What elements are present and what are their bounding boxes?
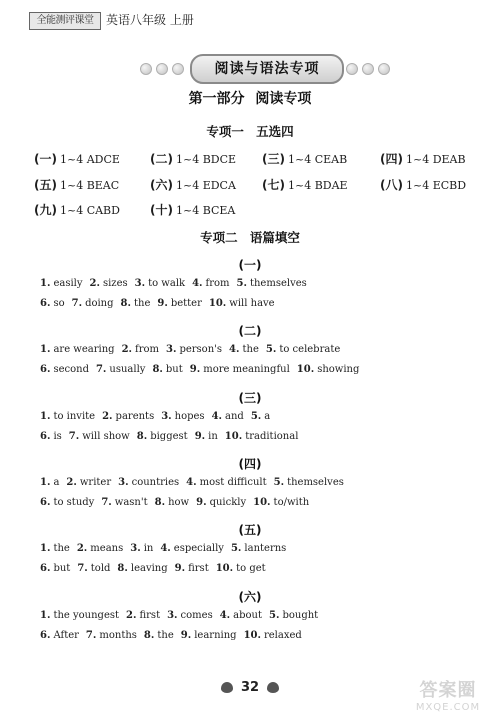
answer-entry [72, 298, 114, 309]
entry-number: 3. [166, 344, 177, 355]
page-header [0, 0, 500, 40]
answer-entry [118, 477, 179, 488]
answer-entry [192, 278, 229, 289]
entry-number: 3. [134, 278, 146, 289]
entry-text: how [168, 497, 190, 508]
banner-dots-right [346, 63, 390, 75]
entry-text: in [143, 543, 154, 554]
entry-text: relaxed [263, 630, 302, 641]
answer-entry [190, 364, 290, 375]
entry-text: parents [115, 411, 155, 422]
answer-line [40, 409, 277, 425]
entry-number: 9. [180, 630, 192, 641]
entry-text: learning [194, 630, 237, 641]
answer-entry [157, 298, 202, 309]
answer-entry [229, 344, 259, 355]
entry-number: 2. [102, 411, 113, 422]
entry-number: 2. [121, 344, 133, 355]
entry-number: 4. [229, 344, 240, 355]
entry-number: 10. [208, 298, 227, 309]
answer-item [150, 150, 236, 169]
entry-text: the youngest [53, 610, 120, 621]
entry-text: showing [317, 364, 360, 375]
entry-text: will have [229, 298, 275, 309]
answer-entry [244, 630, 302, 641]
answer-value: 1~4 BDAE [287, 179, 348, 192]
entry-text: doing [85, 298, 114, 309]
answer-item [380, 176, 466, 195]
answer-label: (八) [380, 178, 403, 192]
answer-line [40, 429, 305, 445]
entry-text: the [157, 630, 174, 641]
answer-entry [40, 278, 83, 289]
answer-label: (七) [262, 178, 285, 192]
entry-text: wasn't [114, 497, 148, 508]
answer-entry [77, 543, 123, 554]
brand-logo: 全能测评课堂 [29, 12, 101, 30]
answer-entry [186, 477, 266, 488]
entry-text: first [139, 610, 161, 621]
entry-text: to get [236, 563, 266, 574]
answer-label: (五) [34, 178, 57, 192]
answer-item [150, 201, 235, 220]
entry-text: second [53, 364, 89, 375]
answer-value: 1~4 EDCA [175, 179, 236, 192]
section-title-2: 专项二 语篇填空 [200, 230, 300, 245]
entry-text: to/with [273, 497, 310, 508]
section-banner [140, 54, 390, 82]
entry-text: first [188, 563, 209, 574]
entry-text: to celebrate [279, 344, 341, 355]
answer-entry [144, 630, 174, 641]
entry-number: 6. [40, 364, 51, 375]
entry-text: easily [53, 278, 83, 289]
answer-line [40, 296, 282, 312]
entry-number: 6. [40, 431, 51, 442]
answer-entry [40, 630, 79, 641]
section-title-1: 专项一 五选四 [206, 124, 294, 139]
answer-entry [126, 610, 160, 621]
answer-label: (十) [150, 203, 173, 217]
entry-text: a [53, 477, 60, 488]
answer-label: (二) [150, 152, 173, 166]
entry-text: but [53, 563, 71, 574]
answer-entry [121, 298, 151, 309]
entry-number: 8. [152, 364, 163, 375]
part-title: 第一部分 阅读专项 [188, 91, 312, 107]
answer-entry [122, 344, 159, 355]
entry-number: 10. [243, 630, 261, 641]
entry-text: a [264, 411, 271, 422]
entry-number: 2. [126, 610, 137, 621]
answer-entry [102, 411, 154, 422]
answer-entry [117, 563, 167, 574]
answer-entry [212, 411, 244, 422]
entry-number: 10. [224, 431, 243, 442]
group-title: (六) [238, 590, 262, 604]
dot-icon [378, 63, 390, 75]
group-title: (二) [238, 324, 262, 338]
answer-entry [40, 543, 70, 554]
group-title: (三) [238, 391, 262, 405]
entry-number: 1. [40, 610, 51, 621]
entry-text: usually [109, 364, 146, 375]
entry-number: 5. [273, 477, 285, 488]
answer-entry [195, 431, 218, 442]
answer-entry [216, 563, 266, 574]
answer-label: (一) [34, 152, 57, 166]
leaf-icon [221, 682, 233, 693]
answer-entry [225, 431, 299, 442]
answer-value: 1~4 ECBD [405, 179, 467, 192]
entry-text: but [165, 364, 183, 375]
answer-entry [220, 610, 262, 621]
entry-number: 5. [269, 610, 280, 621]
entry-text: more meaningful [203, 364, 290, 375]
entry-text: from [205, 278, 230, 289]
watermark-line2: MXQE.COM [415, 702, 481, 713]
entry-number: 5. [250, 411, 262, 422]
answer-entry [96, 364, 145, 375]
entry-number: 8. [117, 563, 128, 574]
answer-line [40, 342, 347, 358]
entry-text: most difficult [199, 477, 267, 488]
entry-number: 2. [76, 543, 88, 554]
answer-entry [166, 344, 222, 355]
entry-number: 5. [265, 344, 277, 355]
entry-number: 4. [160, 543, 171, 554]
answer-entry [66, 477, 111, 488]
answer-label: (九) [34, 203, 57, 217]
entry-number: 3. [118, 477, 129, 488]
entry-number: 7. [85, 630, 97, 641]
answer-entry [40, 364, 89, 375]
entry-number: 9. [196, 497, 207, 508]
answer-label: (四) [380, 152, 403, 166]
answer-entry [137, 431, 188, 442]
answer-item [262, 176, 348, 195]
answer-line [40, 628, 309, 644]
entry-number: 9. [157, 298, 168, 309]
answer-line [40, 608, 325, 624]
entry-text: themselves [249, 278, 307, 289]
answer-entry [155, 497, 189, 508]
answer-line [40, 495, 316, 511]
entry-text: about [233, 610, 262, 621]
answer-entry [160, 543, 224, 554]
entry-number: 9. [189, 364, 201, 375]
answer-value: 1~4 BEAC [59, 179, 120, 192]
group-title: (四) [238, 457, 262, 471]
entry-number: 7. [101, 497, 112, 508]
entry-number: 1. [40, 344, 51, 355]
answer-entry [175, 563, 209, 574]
entry-number: 5. [230, 543, 242, 554]
entry-number: 9. [194, 431, 206, 442]
group-title: (五) [238, 523, 262, 537]
answer-entry [251, 411, 270, 422]
answer-line [40, 362, 366, 378]
answer-value: 1~4 CABD [59, 204, 120, 217]
answer-entry [274, 477, 344, 488]
answer-entry [237, 278, 307, 289]
dot-icon [140, 63, 152, 75]
book-title: 英语八年级 上册 [106, 13, 194, 27]
answer-value: 1~4 BCEA [175, 204, 236, 217]
answer-entry [101, 497, 147, 508]
banner-dots-left [140, 63, 184, 75]
entry-number: 8. [143, 630, 155, 641]
entry-number: 6. [40, 630, 51, 641]
answer-entry [231, 543, 286, 554]
answer-entry [161, 411, 204, 422]
group-title: (一) [238, 258, 262, 272]
entry-number: 10. [296, 364, 315, 375]
answer-entry [90, 278, 128, 289]
answer-entry [152, 364, 182, 375]
entry-text: quickly [209, 497, 247, 508]
answer-entry [196, 497, 246, 508]
entry-text: to study [53, 497, 95, 508]
entry-text: hopes [174, 411, 205, 422]
entry-text: better [170, 298, 202, 309]
entry-text: themselves [287, 477, 344, 488]
watermark-line1: 答案圈 [419, 680, 477, 701]
entry-text: After [53, 630, 79, 641]
answer-item [262, 150, 347, 169]
entry-text: from [135, 344, 159, 355]
entry-text: is [53, 431, 62, 442]
answer-line [40, 541, 293, 557]
entry-number: 9. [174, 563, 186, 574]
dot-icon [362, 63, 374, 75]
entry-number: 1. [40, 411, 51, 422]
entry-number: 4. [211, 411, 223, 422]
entry-text: the [133, 298, 151, 309]
entry-number: 3. [130, 543, 141, 554]
answer-entry [86, 630, 137, 641]
entry-text: biggest [150, 431, 188, 442]
answer-item [150, 176, 236, 195]
page-number: 32 [240, 680, 260, 695]
entry-number: 4. [192, 278, 203, 289]
entry-text: comes [180, 610, 213, 621]
entry-number: 8. [136, 431, 148, 442]
entry-number: 7. [95, 364, 107, 375]
dot-icon [172, 63, 184, 75]
answer-item [34, 176, 119, 195]
answer-label: (三) [262, 152, 285, 166]
entry-text: sizes [102, 278, 128, 289]
entry-number: 8. [120, 298, 131, 309]
answer-entry [297, 364, 360, 375]
entry-number: 7. [68, 431, 80, 442]
entry-number: 1. [40, 543, 51, 554]
entry-text: means [90, 543, 124, 554]
answer-entry [40, 477, 59, 488]
answer-entry [167, 610, 213, 621]
entry-number: 4. [186, 477, 197, 488]
entry-number: 10. [215, 563, 234, 574]
answer-entry [69, 431, 130, 442]
entry-number: 6. [40, 497, 51, 508]
banner-title: 阅读与语法专项 [190, 54, 344, 84]
entry-text: writer [79, 477, 112, 488]
answer-entry [40, 298, 65, 309]
entry-number: 6. [40, 298, 51, 309]
entry-text: months [99, 630, 137, 641]
answer-entry [77, 563, 110, 574]
entry-number: 6. [40, 563, 51, 574]
entry-number: 3. [167, 610, 178, 621]
answer-item [34, 201, 120, 220]
answer-value: 1~4 DEAB [405, 153, 466, 166]
answer-entry [40, 344, 115, 355]
entry-number: 1. [40, 477, 51, 488]
answer-entry [40, 411, 95, 422]
watermark [402, 680, 494, 720]
entry-text: leaving [130, 563, 168, 574]
entry-text: in [208, 431, 218, 442]
answer-entry [209, 298, 275, 309]
answer-label: (六) [150, 178, 173, 192]
answer-line [40, 475, 351, 491]
dot-icon [156, 63, 168, 75]
entry-text: will show [82, 431, 130, 442]
entry-text: the [53, 543, 70, 554]
entry-text: and [225, 411, 244, 422]
entry-number: 1. [40, 278, 51, 289]
answer-value: 1~4 BDCE [175, 153, 237, 166]
entry-number: 7. [77, 563, 88, 574]
entry-text: are wearing [53, 344, 115, 355]
entry-text: to walk [148, 278, 186, 289]
entry-text: told [90, 563, 111, 574]
answer-entry [135, 278, 185, 289]
answer-entry [40, 497, 94, 508]
entry-number: 2. [66, 477, 77, 488]
entry-text: the [242, 344, 259, 355]
answer-item [34, 150, 120, 169]
entry-text: traditional [245, 431, 299, 442]
entry-text: to invite [53, 411, 96, 422]
answer-entry [253, 497, 309, 508]
entry-number: 10. [253, 497, 271, 508]
answer-line [40, 276, 314, 292]
answer-entry [181, 630, 237, 641]
answer-value: 1~4 CEAB [287, 153, 348, 166]
entry-number: 2. [89, 278, 100, 289]
answer-item [380, 150, 466, 169]
entry-text: person's [179, 344, 223, 355]
entry-text: bought [282, 610, 319, 621]
entry-text: so [53, 298, 65, 309]
entry-number: 4. [219, 610, 231, 621]
entry-number: 3. [161, 411, 172, 422]
dot-icon [346, 63, 358, 75]
answer-entry [40, 431, 62, 442]
entry-text: especially [173, 543, 224, 554]
answer-entry [130, 543, 153, 554]
leaf-icon [267, 682, 279, 693]
entry-number: 7. [71, 298, 83, 309]
answer-entry [266, 344, 340, 355]
entry-text: lanterns [244, 543, 287, 554]
entry-number: 8. [154, 497, 166, 508]
answer-line [40, 561, 273, 577]
answer-entry [40, 610, 119, 621]
answer-value: 1~4 ADCE [59, 153, 120, 166]
answer-entry [40, 563, 70, 574]
entry-number: 5. [236, 278, 247, 289]
answer-entry [269, 610, 318, 621]
entry-text: countries [131, 477, 180, 488]
